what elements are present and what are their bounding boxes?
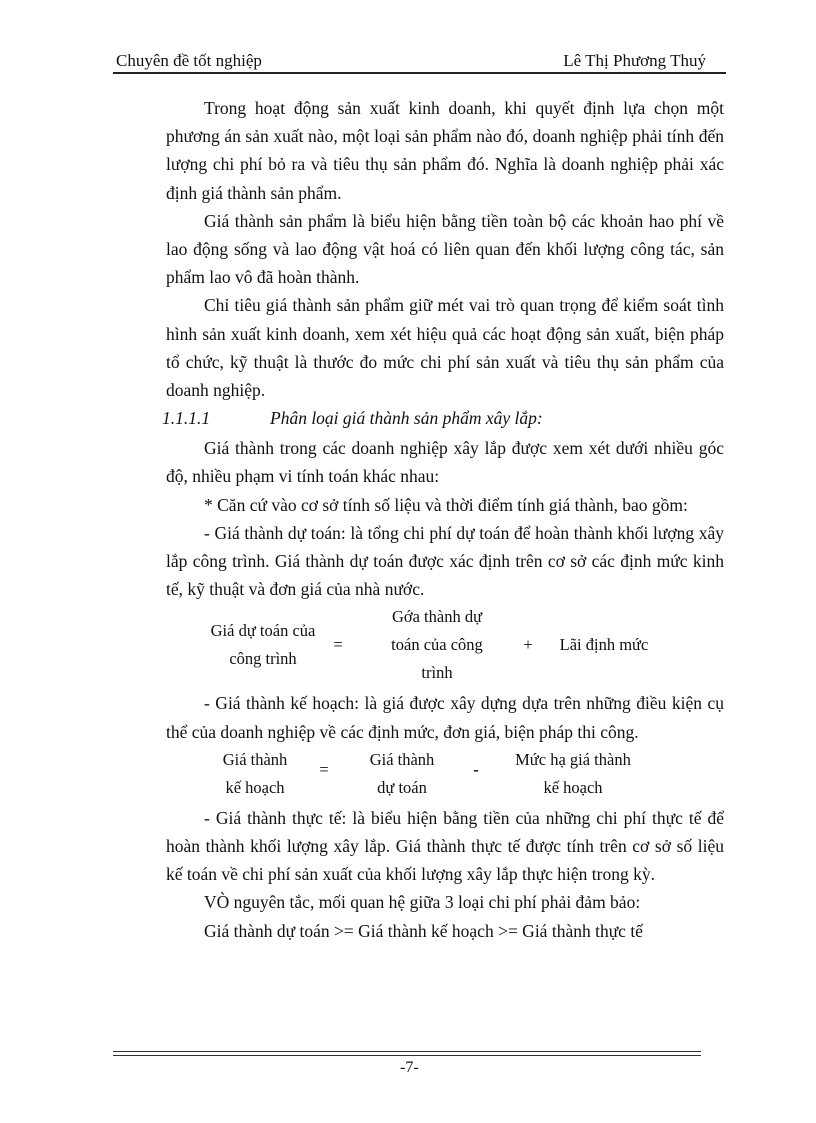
page-number: -7- bbox=[400, 1059, 419, 1076]
formula-text: toán của công bbox=[391, 635, 483, 655]
equals-sign: = bbox=[319, 759, 329, 779]
footer-divider bbox=[113, 1055, 701, 1056]
paragraph: VÒ nguyên tắc, mối quan hệ giữa 3 loại chi phí phải đảm bảo: bbox=[204, 892, 641, 913]
formula-text: Mức hạ giá thành bbox=[515, 749, 631, 769]
formula-text: trình bbox=[421, 663, 453, 683]
formula-rhs: Lãi định mức bbox=[559, 635, 649, 655]
document-body bbox=[162, 94, 724, 945]
formula-text: Giá thành bbox=[369, 749, 435, 769]
formula-text: Gớa thành dự bbox=[391, 607, 483, 627]
paragraph: Giá thành sản phẩm là biểu hiện bằng tiền toàn bộ các khoản hao phí về lao động sống và lao động vật hoá có liên quan đến khối lượng công tác, sản phẩm lao vô đã hoàn thành. bbox=[166, 210, 724, 288]
formula-text: công trình bbox=[229, 649, 297, 669]
formula-text: dự toán bbox=[377, 777, 427, 797]
header-title: Chuyên đề tốt nghiệp bbox=[116, 51, 262, 70]
minus-sign: - bbox=[473, 759, 479, 779]
formula-du-toan bbox=[166, 603, 724, 689]
paragraph: - Giá thành dự toán: là tổng chi phí dự toán để hoàn thành khối lượng xây lắp công trình. Giá thành dự toán được xác định trên cơ sở các định mức kinh tế, kỹ thuật và đơn giá của nhà nước. bbox=[166, 522, 724, 600]
formula-lhs bbox=[188, 617, 338, 673]
paragraph: Giá thành trong các doanh nghiệp xây lắp được xem xét dưới nhiều góc độ, nhiều phạm vi tính toán khác nhau: bbox=[166, 438, 724, 487]
paragraph: - Giá thành kế hoạch: là giá được xây dựng dựa trên những điều kiện cụ thể của doanh nghiệp về các định mức, đơn giá, biện pháp thi công. bbox=[166, 693, 724, 742]
formula-ke-hoach bbox=[166, 746, 724, 804]
formula-text: kế hoạch bbox=[225, 777, 285, 797]
footer-divider bbox=[113, 1051, 701, 1052]
formula-text: Giá thành bbox=[222, 749, 288, 769]
paragraph: Trong hoạt động sản xuất kinh doanh, khi quyết định lựa chọn một phương án sản xuất nào, một loại sản phẩm nào đó, doanh nghiệp phải tính đến lượng chi phí bỏ ra và tiêu thụ sản phẩm đó. Nghĩa là doanh nghiệp phải xác định giá thành sản phẩm. bbox=[166, 98, 724, 203]
plus-sign: + bbox=[523, 635, 533, 655]
paragraph: Giá thành dự toán >= Giá thành kế hoạch >= Giá thành thực tế bbox=[204, 920, 643, 941]
equals-sign: = bbox=[333, 635, 343, 655]
formula-middle bbox=[372, 603, 502, 687]
formula-rhs bbox=[498, 746, 648, 802]
formula-text: Giá dự toán của bbox=[210, 621, 316, 641]
paragraph: * Căn cứ vào cơ sở tính số liệu và thời điểm tính giá thành, bao gồm: bbox=[204, 494, 688, 515]
header-author: Lê Thị Phương Thuý bbox=[563, 51, 706, 70]
section-heading bbox=[162, 404, 724, 434]
formula-middle bbox=[352, 746, 452, 802]
formula-lhs bbox=[210, 746, 300, 802]
paragraph: Chỉ tiêu giá thành sản phẩm giữ mét vai trò quan trọng để kiểm soát tình hình sản xuất kinh doanh, xem xét hiệu quả các hoạt động sản xuất, biện pháp tổ chức, kỹ thuật là thước đo mức chi phí sản xuất và tiêu thụ sản phẩm của doanh nghiệp. bbox=[166, 295, 724, 401]
section-number: 1.1.1.1 bbox=[162, 408, 211, 429]
paragraph: - Giá thành thực tế: là biểu hiện bằng tiền của những chi phí thực tế để hoàn thành khối lượng xây lắp. Giá thành thực tế được tính trên cơ sở số liệu kế toán về chi phí sản xuất của khối lượng xây lắp thực hiện trong kỳ. bbox=[166, 807, 724, 885]
section-title: Phân loại giá thành sản phẩm xây lắp: bbox=[270, 408, 543, 429]
formula-text: kế hoạch bbox=[543, 777, 603, 797]
page-header bbox=[113, 46, 726, 74]
